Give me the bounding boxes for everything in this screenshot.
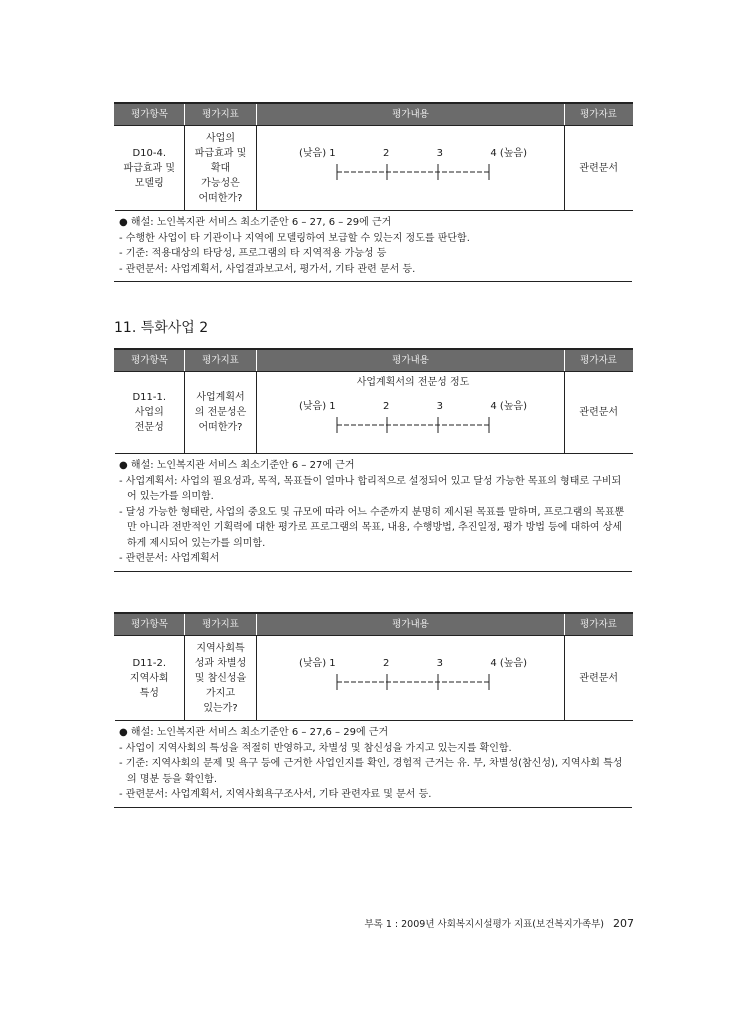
indicator-cell bbox=[185, 372, 257, 454]
note-line: ● 해설: 노인복지관 서비스 최소기준안 6 – 27에 근거 bbox=[119, 460, 355, 471]
content-cell bbox=[257, 636, 565, 721]
notes-box bbox=[114, 211, 632, 282]
indicator-line: 성과 차별성 bbox=[194, 657, 247, 669]
item-name-line: 전문성 bbox=[134, 422, 164, 433]
header-item: 평가항목 bbox=[115, 349, 185, 372]
note-line: - 관련문서: 사업계획서, 지역사회욕구조사서, 기타 관련자료 및 문서 등. bbox=[119, 789, 432, 800]
indicator-line: 어떠한가? bbox=[198, 192, 243, 204]
indicator-line: 있는가? bbox=[203, 702, 238, 714]
scale-low-label: (낮음) 1 bbox=[299, 148, 336, 159]
header-item: 평가항목 bbox=[115, 103, 185, 126]
note-line: - 사업이 지역사회의 특성을 적절히 반영하고, 차별성 및 참신성을 가지고 있는지를 확인함. bbox=[119, 742, 512, 754]
footer-text: 부록 1 : 2009년 사회복지시설평가 지표(보건복지가족부) bbox=[364, 919, 604, 930]
item-cell bbox=[115, 636, 185, 721]
item-name-line: 파급효과 및 bbox=[123, 162, 175, 174]
material-cell: 관련문서 bbox=[565, 636, 633, 721]
scale-2-label: 2 bbox=[382, 401, 390, 412]
item-name-line: 지역사회 bbox=[129, 672, 169, 684]
indicator-cell bbox=[185, 636, 257, 721]
evaluation-table-d11-1 bbox=[114, 348, 632, 572]
item-code: D10-4. bbox=[132, 147, 167, 159]
note-line: - 수행한 사업이 타 기관이나 지역에 모델링하여 보급할 수 있는지 정도를 판단함. bbox=[119, 232, 470, 244]
indicator-line: 사업의 bbox=[206, 132, 235, 144]
rating-scale-line bbox=[333, 163, 493, 181]
scale-high-label: 4 (높음) bbox=[490, 148, 527, 159]
scale-3-label: 3 bbox=[436, 658, 444, 669]
indicator-line: 및 참신성을 bbox=[194, 672, 247, 684]
scale-2-label: 2 bbox=[382, 148, 390, 159]
indicator-line: 사업계획서 bbox=[196, 392, 245, 403]
scale-3-label: 3 bbox=[436, 148, 444, 159]
scale-3-label: 3 bbox=[436, 401, 444, 412]
header-material: 평가자료 bbox=[565, 613, 633, 636]
rating-scale bbox=[259, 146, 567, 181]
header-indicator: 평가지표 bbox=[185, 613, 257, 636]
note-line: - 관련문서: 사업계획서 bbox=[119, 553, 220, 564]
material-cell: 관련문서 bbox=[565, 372, 633, 454]
scale-2-label: 2 bbox=[382, 658, 390, 669]
indicator-line: 파급효과 및 bbox=[194, 147, 247, 159]
header-content: 평가내용 bbox=[257, 103, 565, 126]
rating-scale bbox=[259, 375, 567, 434]
indicator-cell bbox=[185, 126, 257, 211]
header-indicator: 평가지표 bbox=[185, 103, 257, 126]
item-code: D11-1. bbox=[132, 392, 167, 403]
indicator-line: 의 전문성은 bbox=[194, 407, 247, 418]
header-content: 평가내용 bbox=[257, 613, 565, 636]
header-material: 평가자료 bbox=[565, 103, 633, 126]
note-line: ● 해설: 노인복지관 서비스 최소기준안 6 – 27, 6 – 29에 근거 bbox=[119, 217, 392, 228]
indicator-line: 어떠한가? bbox=[198, 422, 243, 433]
item-cell bbox=[115, 372, 185, 454]
header-material: 평가자료 bbox=[565, 349, 633, 372]
rating-scale-line bbox=[333, 673, 493, 691]
scale-high-label: 4 (높음) bbox=[490, 401, 527, 412]
note-line: ● 해설: 노인복지관 서비스 최소기준안 6 – 27,6 – 29에 근거 bbox=[119, 727, 389, 738]
item-code: D11-2. bbox=[132, 657, 167, 669]
content-title: 사업계획서의 전문성 정도 bbox=[356, 377, 470, 388]
page-number: 207 bbox=[613, 917, 634, 930]
indicator-line: 확대 bbox=[210, 162, 231, 174]
note-line: - 기준: 적용대상의 타당성, 프로그램의 타 지역적용 가능성 등 bbox=[119, 248, 387, 259]
item-name-line: 특성 bbox=[139, 687, 159, 699]
header-content: 평가내용 bbox=[257, 349, 565, 372]
evaluation-table-d10-4 bbox=[114, 102, 632, 282]
scale-high-label: 4 (높음) bbox=[490, 658, 527, 669]
item-cell bbox=[115, 126, 185, 211]
indicator-line: 가능성은 bbox=[201, 177, 240, 189]
notes-box bbox=[114, 454, 632, 572]
evaluation-table-d11-2 bbox=[114, 612, 632, 808]
indicator-line: 가지고 bbox=[206, 687, 235, 699]
scale-low-label: (낮음) 1 bbox=[299, 658, 336, 669]
item-name-line: 모델링 bbox=[134, 177, 164, 189]
note-line: - 달성 가능한 형태란, 사업의 중요도 및 규모에 따라 어느 수준까지 분명히 제시된 목표를 말하며, 프로그램의 목표뿐만 아니라 전반적인 기획력에 대한 평가로 프로그램의 목표, 내용, 수행방법, 추진일정, 평가 방법 등에 대하여 상세하게 제시되어 있는가를 의미함. bbox=[119, 506, 625, 549]
indicator-line: 지역사회특 bbox=[196, 642, 245, 654]
notes-box bbox=[114, 721, 632, 808]
page-footer bbox=[364, 915, 634, 934]
rating-scale-line bbox=[333, 416, 493, 434]
scale-low-label: (낮음) 1 bbox=[299, 401, 336, 412]
material-cell: 관련문서 bbox=[565, 126, 633, 211]
header-indicator: 평가지표 bbox=[185, 349, 257, 372]
content-cell bbox=[257, 372, 565, 454]
note-line: - 사업계획서: 사업의 필요성과, 목적, 목표들이 얼마나 합리적으로 설정되어 있고 달성 가능한 목표의 형태로 구비되어 있는가를 의미함. bbox=[119, 475, 622, 502]
header-item: 평가항목 bbox=[115, 613, 185, 636]
item-name-line: 사업의 bbox=[134, 407, 164, 418]
note-line: - 관련문서: 사업계획서, 사업결과보고서, 평가서, 기타 관련 문서 등. bbox=[119, 263, 416, 275]
content-cell bbox=[257, 126, 565, 211]
section-title: 11. 특화사업 2 bbox=[114, 320, 209, 336]
note-line: - 기준: 지역사회의 문제 및 욕구 등에 근거한 사업인지를 확인, 경험적 근거는 유. 무, 차별성(참신성), 지역사회 특성의 명분 등을 확인함. bbox=[119, 758, 623, 785]
rating-scale bbox=[259, 656, 567, 691]
